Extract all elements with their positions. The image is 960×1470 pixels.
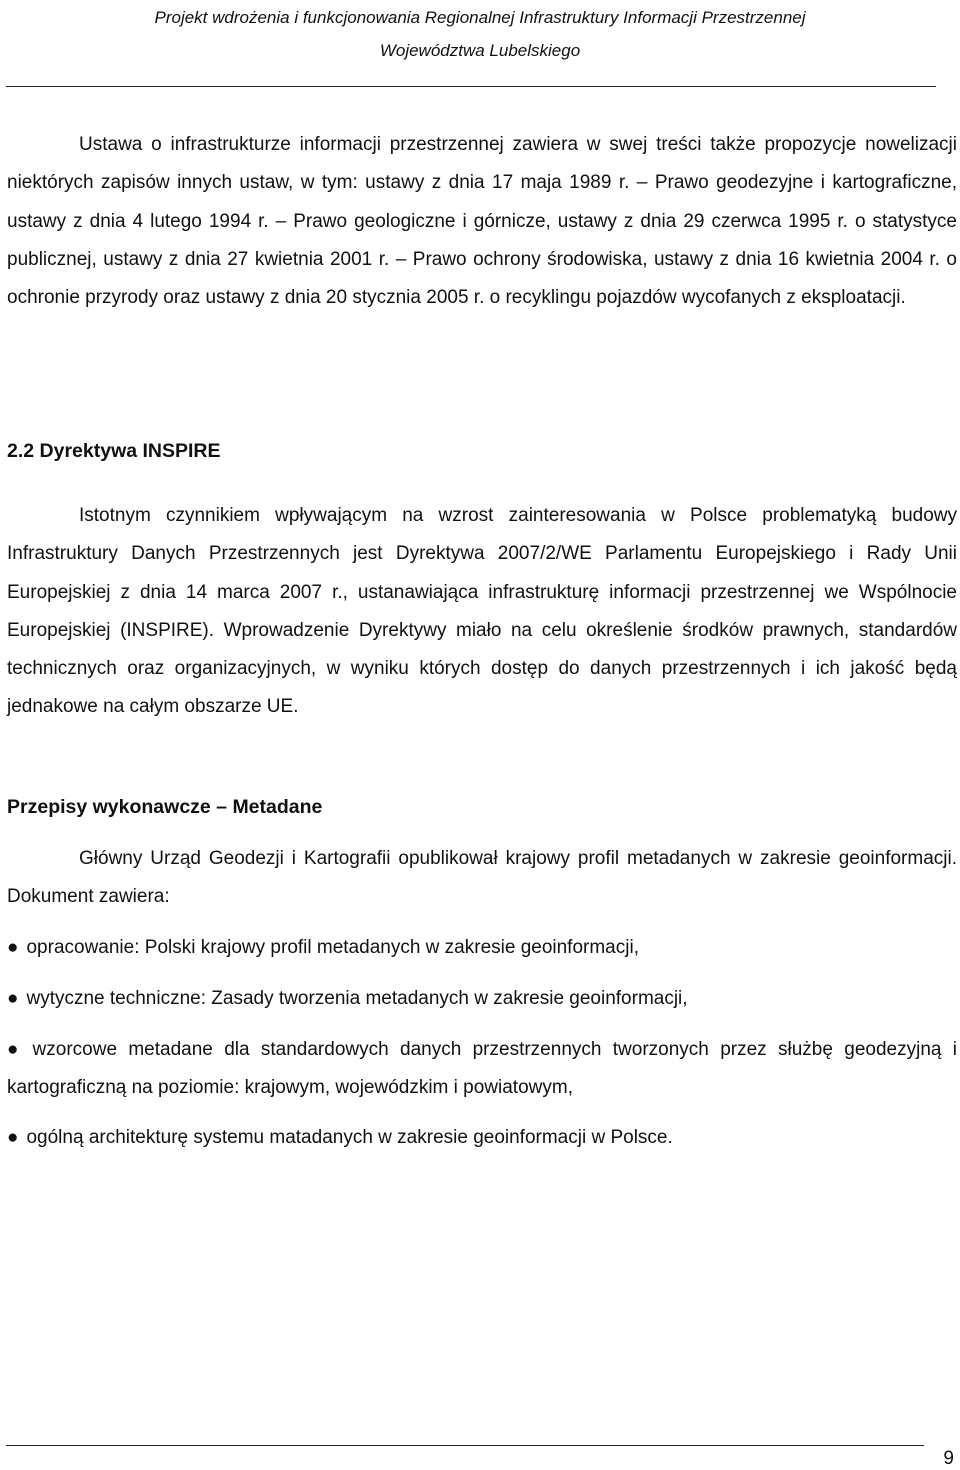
section-heading: 2.2 Dyrektywa INSPIRE xyxy=(7,440,221,462)
bullet-icon: ● xyxy=(7,988,19,1009)
list-item-text: ogólną architekturę systemu matadanych w zakresie geoinformacji w Polsce. xyxy=(26,1127,673,1148)
list-item-text: opracowanie: Polski krajowy profil metadanych w zakresie geoinformacji, xyxy=(26,937,639,958)
bullet-icon: ● xyxy=(7,1127,19,1148)
list-item xyxy=(7,1119,957,1157)
page-header xyxy=(0,0,960,69)
header-region-title: Województwa Lubelskiego xyxy=(379,41,581,60)
section-paragraph: Istotnym czynnikiem wpływającym na wzrost zainteresowania w Polsce problematyką budowy Infrastruktury Danych Przestrzennych jest Dyrektywa 2007/2/WE Parlamentu Europejskiego i Rady Unii Europejskiej z dnia 14 marca 2007 r., ustanawiająca infrastrukturę informacji przestrzennej we Wspólnocie Europejskiej (INSPIRE). Wprowadzenie Dyrektywy miało na celu określenie środków prawnych, standardów technicznych oraz organizacyjnych, w wyniku których dostęp do danych przestrzennych i ich jakość będą jednakowe na całym obszarze UE. xyxy=(7,505,957,718)
bullet-icon: ● xyxy=(7,1039,25,1060)
subsection-paragraph: Główny Urząd Geodezji i Kartografii opublikował krajowy profil metadanych w zakresie geoinformacji. Dokument zawiera: xyxy=(7,848,957,908)
list-item xyxy=(7,1031,957,1108)
subsection-heading: Przepisy wykonawcze – Metadane xyxy=(7,796,323,818)
header-project-title: Projekt wdrożenia i funkcjonowania Regionalnej Infrastruktury Informacji Przestrzennej xyxy=(154,8,806,27)
list-item-text: wzorcowe metadane dla standardowych danych przestrzennych tworzonych przez służbę geodezyjną i kartograficzną na poziomie: krajowym, wojewódzkim i powiatowym, xyxy=(7,1039,958,1099)
list-item-text: wytyczne techniczne: Zasady tworzenia metadanych w zakresie geoinformacji, xyxy=(26,988,688,1009)
header-divider xyxy=(6,86,936,87)
footer-divider xyxy=(6,1445,924,1446)
intro-paragraph: Ustawa o infrastrukturze informacji przestrzennej zawiera w swej treści także propozycje nowelizacji niektórych zapisów innych ustaw, w tym: ustawy z dnia 17 maja 1989 r. – Prawo geodezyjne i kartograficzne, ustawy z dnia 4 lutego 1994 r. – Prawo geologiczne i górnicze, ustawy z dnia 29 czerwca 1995 r. o statystyce publicznej, ustawy z dnia 27 kwietnia 2001 r. – Prawo ochrony środowiska, ustawy z dnia 16 kwietnia 2004 r. o ochronie przyrody oraz ustawy z dnia 20 stycznia 2005 r. o recyklingu pojazdów wycofanych z eksploatacji. xyxy=(7,134,957,309)
page-number: 9 xyxy=(943,1448,954,1469)
list-item xyxy=(7,929,957,967)
list-item xyxy=(7,980,957,1018)
bullet-icon: ● xyxy=(7,937,19,958)
